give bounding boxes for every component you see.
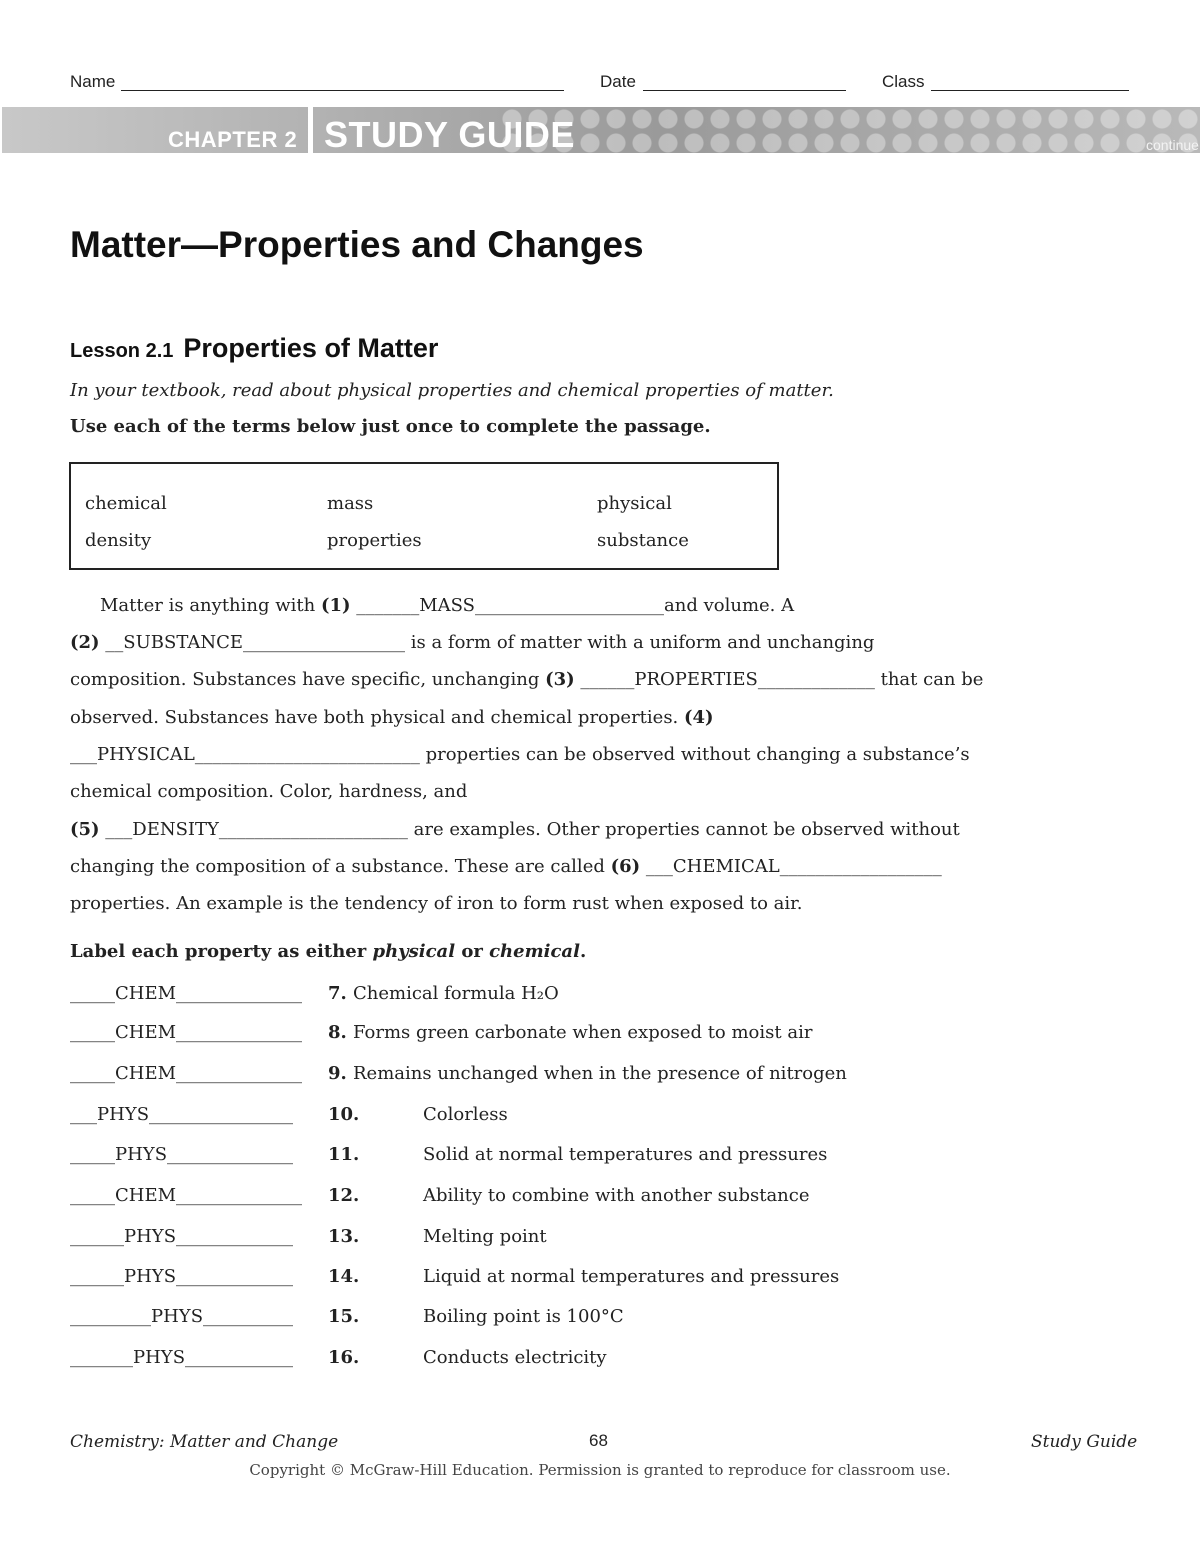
item-text: Melting point: [423, 1226, 547, 1247]
page-title: Matter—Properties and Changes: [70, 224, 644, 265]
item-text: Colorless: [423, 1104, 508, 1125]
label-instruction: [70, 941, 586, 962]
passage-line-4: [70, 707, 714, 728]
name-field-line[interactable]: [121, 90, 564, 91]
copyright-notice: Copyright © McGraw-Hill Education. Permission is granted to reproduce for classroom use.: [249, 1461, 951, 1479]
date-label: Date: [600, 72, 636, 91]
item-number: 16.: [328, 1347, 360, 1368]
item-answer[interactable]: _________PHYS__________: [70, 1306, 294, 1327]
date-field-line[interactable]: [643, 90, 846, 91]
label-instruction-text: or: [455, 941, 490, 962]
item-text: Remains unchanged when in the presence of nitrogen: [353, 1063, 847, 1084]
blank-2-answer[interactable]: __SUBSTANCE__________________: [99, 632, 406, 653]
term-physical: physical: [597, 493, 672, 514]
item-answer[interactable]: _______PHYS____________: [70, 1347, 294, 1368]
item-text: Forms green carbonate when exposed to moist air: [353, 1022, 813, 1043]
item-text: Chemical formula H₂O: [353, 983, 559, 1004]
item-answer[interactable]: ___PHYS________________: [70, 1104, 294, 1125]
term-mass: mass: [327, 493, 374, 514]
passage-line-3: [70, 669, 983, 690]
item-text: Solid at normal temperatures and pressures: [423, 1144, 828, 1165]
terms-instruction: Use each of the terms below just once to complete the passage.: [70, 416, 711, 437]
passage-line-8: [70, 856, 942, 877]
item-text: Boiling point is 100°C: [423, 1306, 624, 1327]
class-label: Class: [882, 72, 925, 91]
class-field-line[interactable]: [931, 90, 1129, 91]
label-chemical: chemical: [489, 941, 580, 962]
blank-number-5: (5): [70, 819, 100, 840]
passage-text: observed. Substances have both physical and chemical properties.: [70, 707, 684, 728]
passage-line-1: [100, 595, 794, 616]
item-answer[interactable]: _____PHYS______________: [70, 1144, 294, 1165]
item-number: 15.: [328, 1306, 360, 1327]
item-number: 9.: [328, 1063, 347, 1084]
term-density: density: [85, 530, 152, 551]
term-chemical: chemical: [85, 493, 167, 514]
passage-line-2: [70, 632, 874, 653]
blank-3-answer[interactable]: ______PROPERTIES_____________: [574, 669, 875, 690]
chapter-label: CHAPTER 2: [168, 127, 298, 152]
term-properties: properties: [327, 530, 422, 551]
passage-text: are examples. Other properties cannot be observed without: [407, 819, 960, 840]
item-number: 14.: [328, 1266, 360, 1287]
item-answer[interactable]: ______PHYS_____________: [70, 1266, 294, 1287]
blank-number-6: (6): [610, 856, 641, 877]
blank-5-answer[interactable]: ___DENSITY_____________________: [99, 819, 408, 840]
item-text: Liquid at normal temperatures and pressures: [423, 1266, 840, 1287]
item-answer[interactable]: _____CHEM______________: [70, 1063, 303, 1084]
passage-text: is a form of matter with a uniform and unchanging: [405, 632, 875, 653]
item-number: 7.: [328, 983, 347, 1004]
passage-line-9: [70, 893, 802, 914]
blank-1-answer[interactable]: _______MASS_____________________: [350, 595, 665, 616]
item-answer[interactable]: _____CHEM______________: [70, 1022, 303, 1043]
blank-number-2: (2): [70, 632, 100, 653]
label-physical: physical: [372, 941, 456, 962]
passage-line-6: [70, 781, 467, 802]
label-instruction-text: .: [579, 941, 587, 962]
item-number: 8.: [328, 1022, 347, 1043]
item-answer[interactable]: _____CHEM______________: [70, 983, 303, 1004]
passage-text: composition. Substances have specific, unchanging: [70, 669, 546, 690]
page-number: 68: [589, 1431, 608, 1450]
blank-number-3: (3): [545, 669, 575, 690]
footer-guide-label: Study Guide: [1031, 1432, 1138, 1452]
passage-text: Matter is anything with: [100, 595, 321, 616]
passage-text: that can be: [874, 669, 984, 690]
blank-number-4: (4): [684, 707, 714, 728]
item-text: Ability to combine with another substance: [423, 1185, 810, 1206]
word-bank-box: [69, 462, 779, 570]
item-number: 12.: [328, 1185, 360, 1206]
item-number: 11.: [328, 1144, 360, 1165]
item-answer[interactable]: ______PHYS_____________: [70, 1226, 294, 1247]
term-substance: substance: [597, 530, 689, 551]
blank-number-1: (1): [320, 595, 351, 616]
passage-line-7: [70, 819, 960, 840]
continued-label: continue: [1146, 137, 1199, 153]
name-label: Name: [70, 72, 116, 91]
passage-text: properties. An example is the tendency of iron to form rust when exposed to air.: [70, 893, 803, 914]
banner-dot-pattern: [500, 107, 1200, 153]
passage-line-5: [70, 744, 970, 765]
study-guide-label: STUDY GUIDE: [324, 114, 575, 153]
item-answer[interactable]: _____CHEM______________: [70, 1185, 303, 1206]
lesson-number: Lesson 2.1: [70, 340, 174, 362]
item-text: Conducts electricity: [423, 1347, 607, 1368]
footer-book-title: Chemistry: Matter and Change: [70, 1432, 339, 1452]
passage-text: chemical composition. Color, hardness, and: [70, 781, 468, 802]
chapter-banner: [2, 107, 1200, 153]
lesson-name: Properties of Matter: [183, 333, 439, 363]
passage-text: properties can be observed without changing a substance’s: [419, 744, 970, 765]
banner-separator: [308, 107, 313, 153]
item-number: 10.: [328, 1104, 360, 1125]
blank-6-answer[interactable]: ___CHEMICAL__________________: [640, 856, 942, 877]
item-number: 13.: [328, 1226, 360, 1247]
blank-4-answer[interactable]: ___PHYSICAL_________________________: [70, 744, 420, 765]
lesson-heading: [70, 333, 438, 364]
passage-text: changing the composition of a substance. These are called: [70, 856, 611, 877]
label-instruction-text: Label each property as either: [70, 941, 373, 962]
reading-instruction: In your textbook, read about physical properties and chemical properties of matter.: [70, 380, 834, 401]
passage-text: and volume. A: [664, 595, 795, 616]
